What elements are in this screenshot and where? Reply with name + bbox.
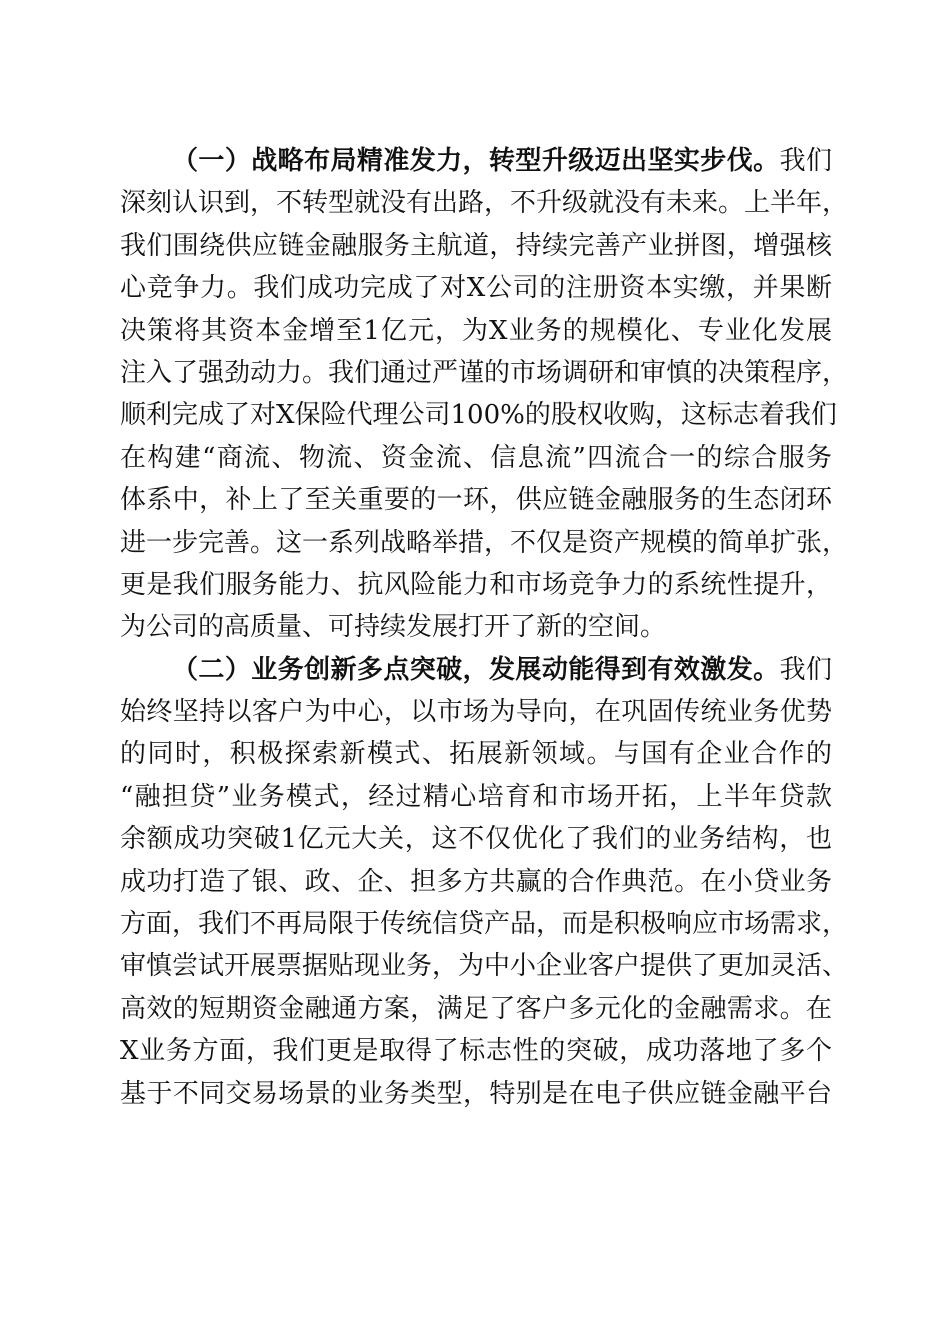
- paragraph-1-line-1: [120, 140, 832, 182]
- paragraph-2-line-11: 基于不同交易场景的业务类型，特别是在电子供应链金融平台: [120, 1078, 832, 1109]
- paragraph-2-line-8: 审慎尝试开展票据贴现业务，为中小企业客户提供了更加灵活、: [120, 951, 849, 982]
- paragraph-2-line-3: 的同时，积极探索新模式、拓展新领域。与国有企业合作的: [120, 739, 832, 770]
- paragraph-2-line-1-text: 我们: [779, 654, 832, 685]
- paragraph-2-line-5: 余额成功突破1亿元大关，这不仅优化了我们的业务结构，也: [120, 824, 832, 855]
- paragraph-2-line-10: X业务方面，我们更是取得了标志性的突破，成功落地了多个: [120, 1036, 832, 1067]
- paragraph-2-line-1: [120, 649, 832, 691]
- paragraph-1-line-2: 深刻认识到，不转型就没有出路，不升级就没有未来。上半年，: [120, 188, 849, 219]
- paragraph-2-line-6: 成功打造了银、政、企、担多方共赢的合作典范。在小贷业务: [120, 866, 832, 897]
- document-body: [120, 140, 849, 1115]
- paragraph-1-line-9: 体系中，补上了至关重要的一环，供应链金融服务的生态闭环: [120, 485, 832, 516]
- paragraph-1-line-1-text: 我们: [779, 146, 832, 176]
- paragraph-2-line-4: “融担贷”业务模式，经过精心培育和市场开拓，上半年贷款: [120, 781, 832, 812]
- paragraph-1-line-8: 在构建“商流、物流、资金流、信息流”四流合一的综合服务: [120, 442, 832, 473]
- paragraph-1-line-3: 我们围绕供应链金融服务主航道，持续完善产业拼图，增强核: [120, 230, 832, 261]
- paragraph-2-line-2: 始终坚持以客户为中心，以市场为导向，在巩固传统业务优势: [120, 697, 832, 728]
- paragraph-1-line-4: 心竞争力。我们成功完成了对X公司的注册资本实缴，并果断: [120, 273, 832, 304]
- paragraph-1-line-5: 决策将其资本金增至1亿元，为X业务的规模化、专业化发展: [120, 315, 832, 346]
- paragraph-1-line-7: 顺利完成了对X保险代理公司100%的股权收购，这标志着我们: [120, 400, 837, 431]
- paragraph-2-line-9: 高效的短期资金融通方案，满足了客户多元化的金融需求。在: [120, 993, 832, 1024]
- paragraph-2-line-7: 方面，我们不再局限于传统信贷产品，而是积极响应市场需求，: [120, 909, 849, 940]
- paragraph-1-heading: （一）战略布局精准发力，转型升级迈出坚实步伐。: [172, 146, 780, 176]
- paragraph-1-line-6: 注入了强劲动力。我们通过严谨的市场调研和审慎的决策程序，: [120, 357, 849, 388]
- paragraph-1-line-12: 为公司的高质量、可持续发展打开了新的空间。: [120, 612, 667, 643]
- paragraph-2-heading: （二）业务创新多点突破，发展动能得到有效激发。: [172, 654, 780, 685]
- paragraph-1-line-11: 更是我们服务能力、抗风险能力和市场竞争力的系统性提升，: [120, 569, 832, 600]
- paragraph-1-line-10: 进一步完善。这一系列战略举措，不仅是资产规模的简单扩张，: [120, 527, 849, 558]
